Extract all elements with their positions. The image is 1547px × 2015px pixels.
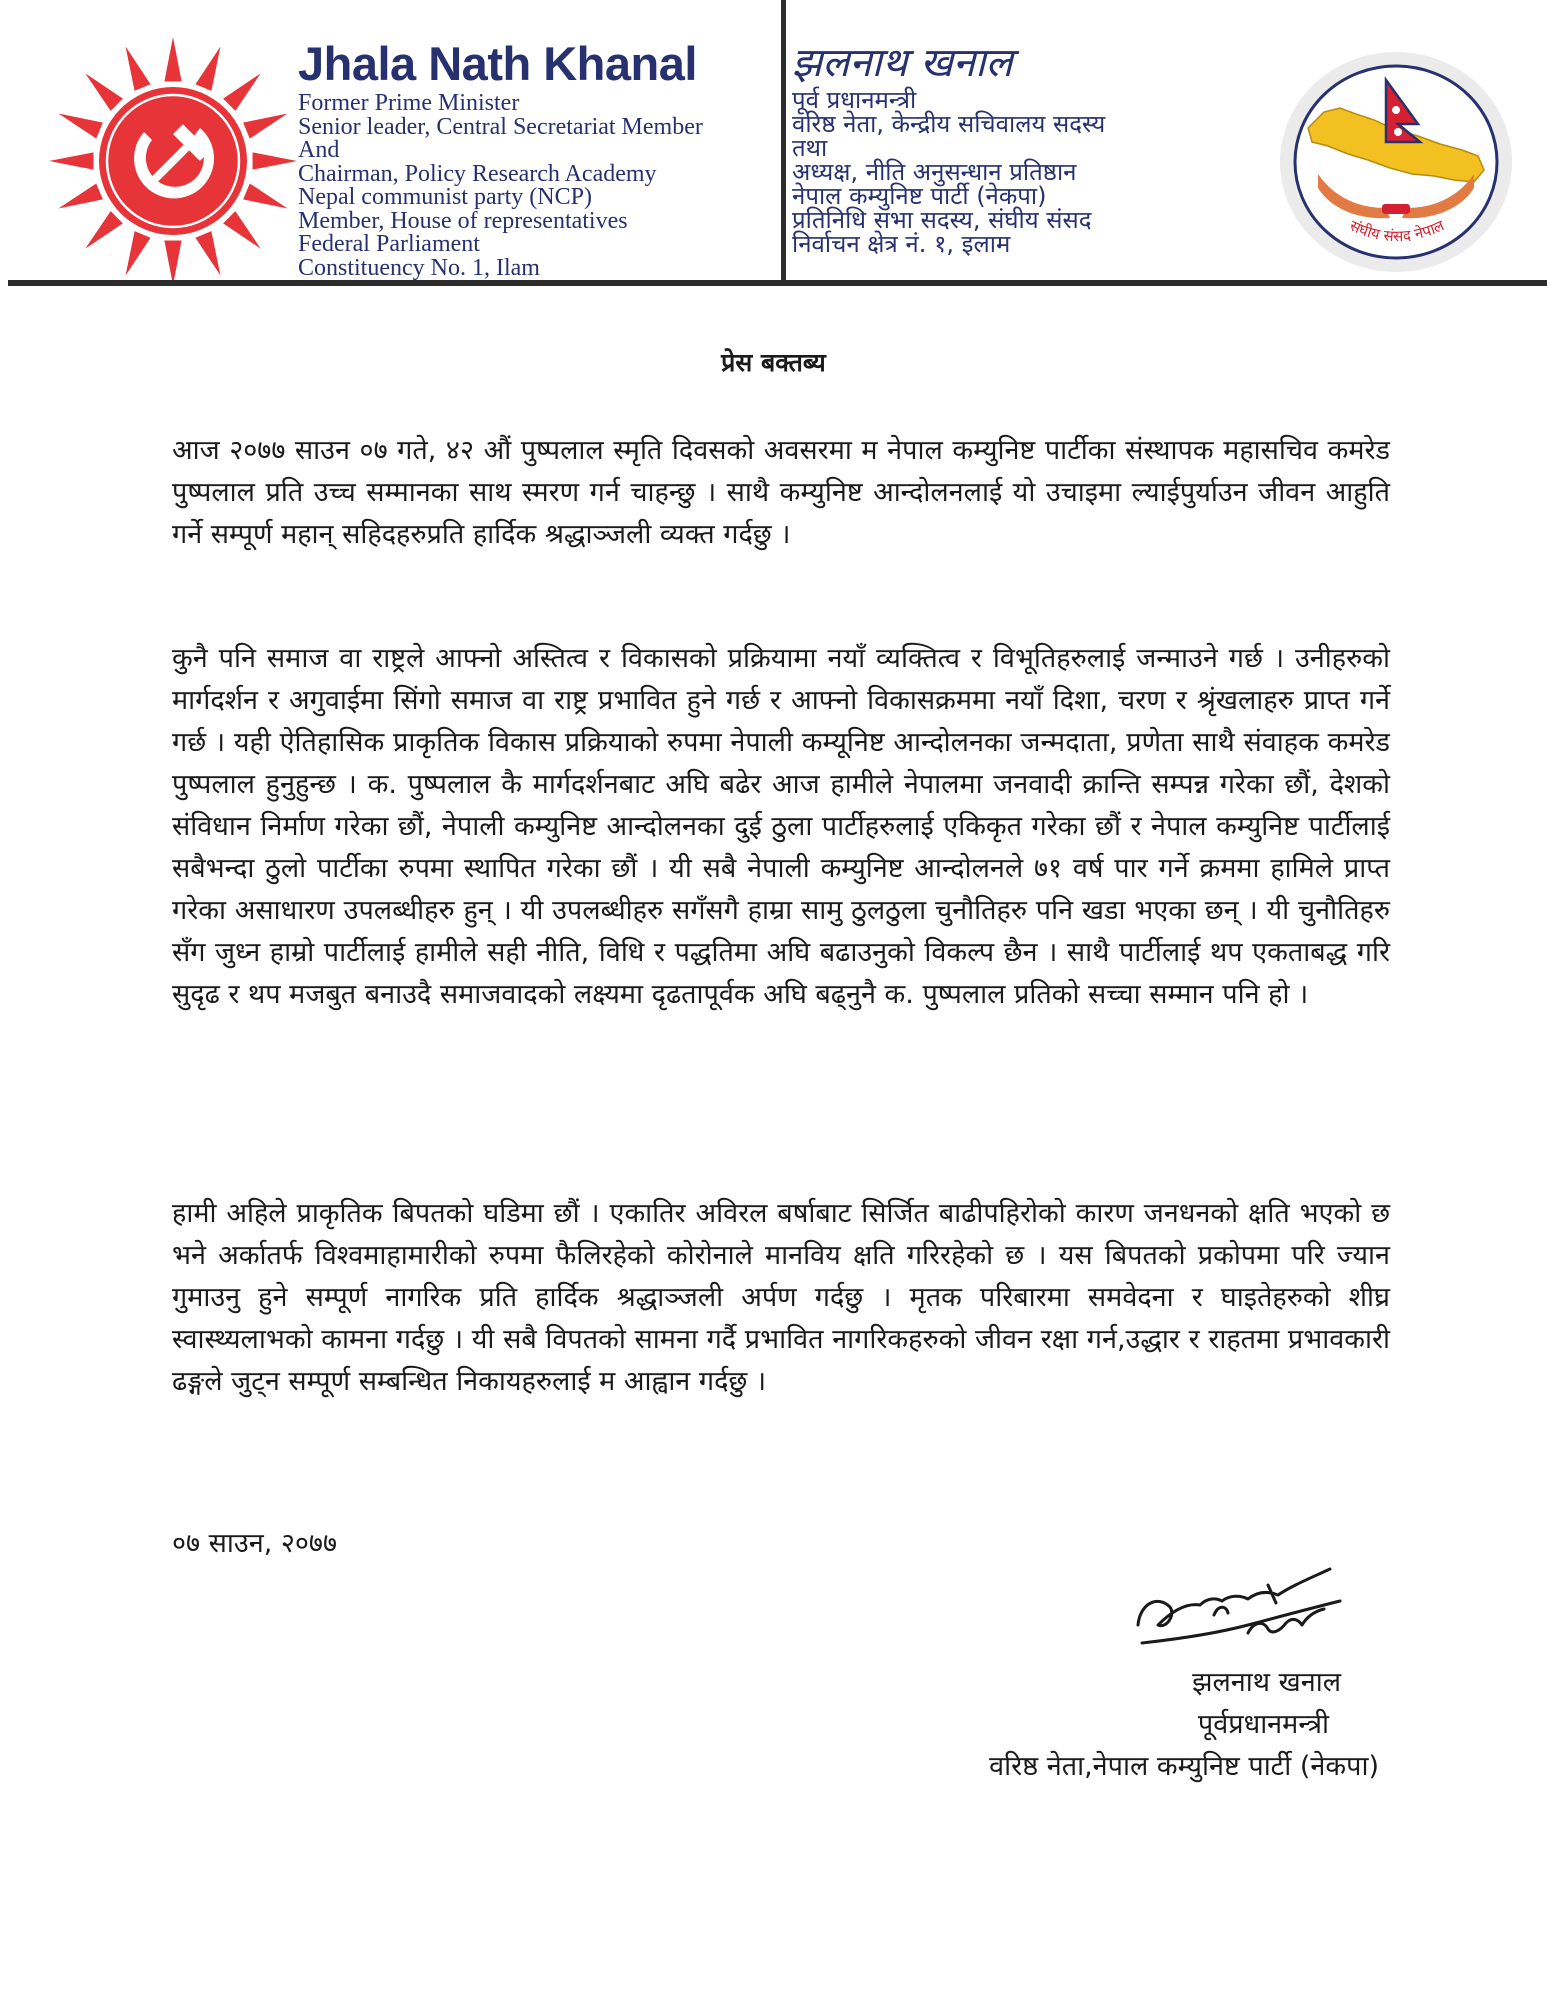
- signatory-name: झलनाथ खनाल: [1192, 1667, 1341, 1698]
- document-date: ०७ साउन, २०७७: [172, 1528, 338, 1559]
- nepali-title-line: तथा: [792, 134, 828, 162]
- vertical-divider: [781, 0, 786, 282]
- english-title-line: Chairman, Policy Research Academy: [298, 160, 657, 187]
- english-title-line: And: [298, 137, 340, 163]
- nepali-letterhead: [792, 38, 1252, 256]
- letterhead: [0, 0, 1547, 290]
- english-title-line: Nepal communist party (NCP): [298, 184, 592, 210]
- english-title-line: Constituency No. 1, Ilam: [298, 254, 540, 281]
- signatory-role: वरिष्ठ नेता,नेपाल कम्युनिष्ट पार्टी (नेकपा): [989, 1751, 1379, 1782]
- nepali-title-line: पूर्व प्रधानमन्त्री: [792, 86, 917, 114]
- nepali-title-line: नेपाल कम्युनिष्ट पार्टी (नेकपा): [792, 182, 1047, 210]
- nepali-title-line: अध्यक्ष, नीति अनुसन्धान प्रतिष्ठान: [792, 158, 1077, 186]
- hammer-sickle-sun-icon: [48, 36, 298, 286]
- english-letterhead: [298, 38, 768, 280]
- paragraph-3: हामी अहिले प्राकृतिक बिपतको घडिमा छौं । एकातिर अविरल बर्षाबाट सिर्जित बाढीपहिरोको कारण जनधनको क्षति भएको छ भने अर्कातर्फ विश्वमाहामारीको रुपमा फैलिरहेको कोरोनाले मानविय क्षति गरिरहेको छ । यस बिपतको प्रकोपमा परि ज्यान गुमाउनु हुने सम्पूर्ण नागरिक प्रति हार्दिक श्रद्धाञ्जली अर्पण गर्दछु । मृतक परिबारमा समवेदना र घाइतेहरुको शीघ्र स्वास्थ्यलाभको कामना गर्दछु । यी सबै विपतको सामना गर्दै प्रभावित नागरिकहरुको जीवन रक्षा गर्न,उद्धार र राहतमा प्रभावकारी ढङ्गले जुट्न सम्पूर्ण सम्बन्धित निकायहरुलाई म आह्वान गर्दछु ।: [172, 1198, 1390, 1397]
- paragraph-1: आज २०७७ साउन ०७ गते, ४२ औं पुष्पलाल स्मृति दिवसको अवसरमा म नेपाल कम्युनिष्ट पार्टीका संस्थापक महासचिव कमरेड पुष्पलाल प्रति उच्च सम्मानका साथ स्मरण गर्न चाहन्छु । साथै कम्युनिष्ट आन्दोलनलाई यो उचाइमा ल्याईपुर्याउन जीवन आहुति गर्ने सम्पूर्ण महान् सहिदहरुप्रति हार्दिक श्रद्धाञ्जली व्यक्त गर्दछु ।: [172, 435, 1390, 550]
- english-title-line: Senior leader, Central Secretariat Member: [298, 113, 703, 140]
- nepali-name: झलनाथ खनाल: [792, 40, 1013, 86]
- nepali-title-line: प्रतिनिधि सभा सदस्य, संघीय संसद: [792, 206, 1092, 234]
- handwritten-signature: [1118, 1555, 1348, 1675]
- nepali-title-line: निर्वाचन क्षेत्र नं. १, इलाम: [792, 230, 1011, 258]
- nepal-map-hands-icon: [1278, 50, 1514, 274]
- english-title-line: Federal Parliament: [298, 231, 480, 257]
- english-name: Jhala Nath Khanal: [298, 37, 697, 90]
- document-title: प्रेस बक्तब्य: [721, 348, 826, 377]
- emblem-text: संघीय संसद नेपाल: [1347, 216, 1447, 246]
- paragraph-2: कुनै पनि समाज वा राष्ट्रले आफ्नो अस्तित्व र विकासको प्रक्रियामा नयाँ व्यक्तित्व र विभूतिहरुलाई जन्माउने गर्छ । उनीहरुको मार्गदर्शन र अगुवाईमा सिंगो समाज वा राष्ट्र प्रभावित हुने गर्छ र आफ्नो विकासक्रममा नयाँ दिशा, चरण र श्रृंखलाहरु प्राप्त गर्ने गर्छ । यही ऐतिहासिक प्राकृतिक विकास प्रक्रियाको रुपमा नेपाली कम्यूनिष्ट आन्दोलनका जन्मदाता, प्रणेता साथै संवाहक कमरेड पुष्पलाल हुनुहुन्छ । क. पुष्पलाल कै मार्गदर्शनबाट अघि बढेर आज हामीले नेपालमा जनवादी क्रान्ति सम्पन्न गरेका छौं, देशको संविधान निर्माण गरेका छौं, नेपाली कम्युनिष्ट आन्दोलनका दुई ठुला पार्टीहरुलाई एकिकृत गरेका छौं र नेपाल कम्युनिष्ट पार्टीलाई सबैभन्दा ठुलो पार्टीका रुपमा स्थापित गरेका छौं । यी सबै नेपाली कम्युनिष्ट आन्दोलनले ७१ वर्ष पार गर्ने क्रममा हामिले प्राप्त गरेका असाधारण उपलब्धीहरु हुन् । यी उपलब्धीहरु सगँसगै हाम्रा सामु ठुलठुला चुनौतिहरु पनि खडा भएका छन् । यी चुनौतिहरु सँग जुध्न हाम्रो पार्टीलाई हामीले सही नीति, विधि र पद्धतिमा अघि बढाउनुको विकल्प छैन । साथै पार्टीलाई थप एकताबद्ध गरि सुदृढ र थप मजबुत बनाउदै समाजवादको लक्ष्यमा दृढतापूर्वक अघि बढ्नुनै क. पुष्पलाल प्रतिको सच्चा सम्मान पनि हो ।: [172, 643, 1390, 1010]
- nepali-title-line: वरिष्ठ नेता, केन्द्रीय सचिवालय सदस्य: [792, 110, 1106, 138]
- signatory-block: [859, 1662, 1379, 1788]
- signatory-post: पूर्वप्रधानमन्त्री: [1197, 1709, 1329, 1740]
- english-title-line: Former Prime Minister: [298, 90, 520, 116]
- horizontal-divider: [8, 280, 1547, 286]
- english-title-line: Member, House of representatives: [298, 207, 628, 234]
